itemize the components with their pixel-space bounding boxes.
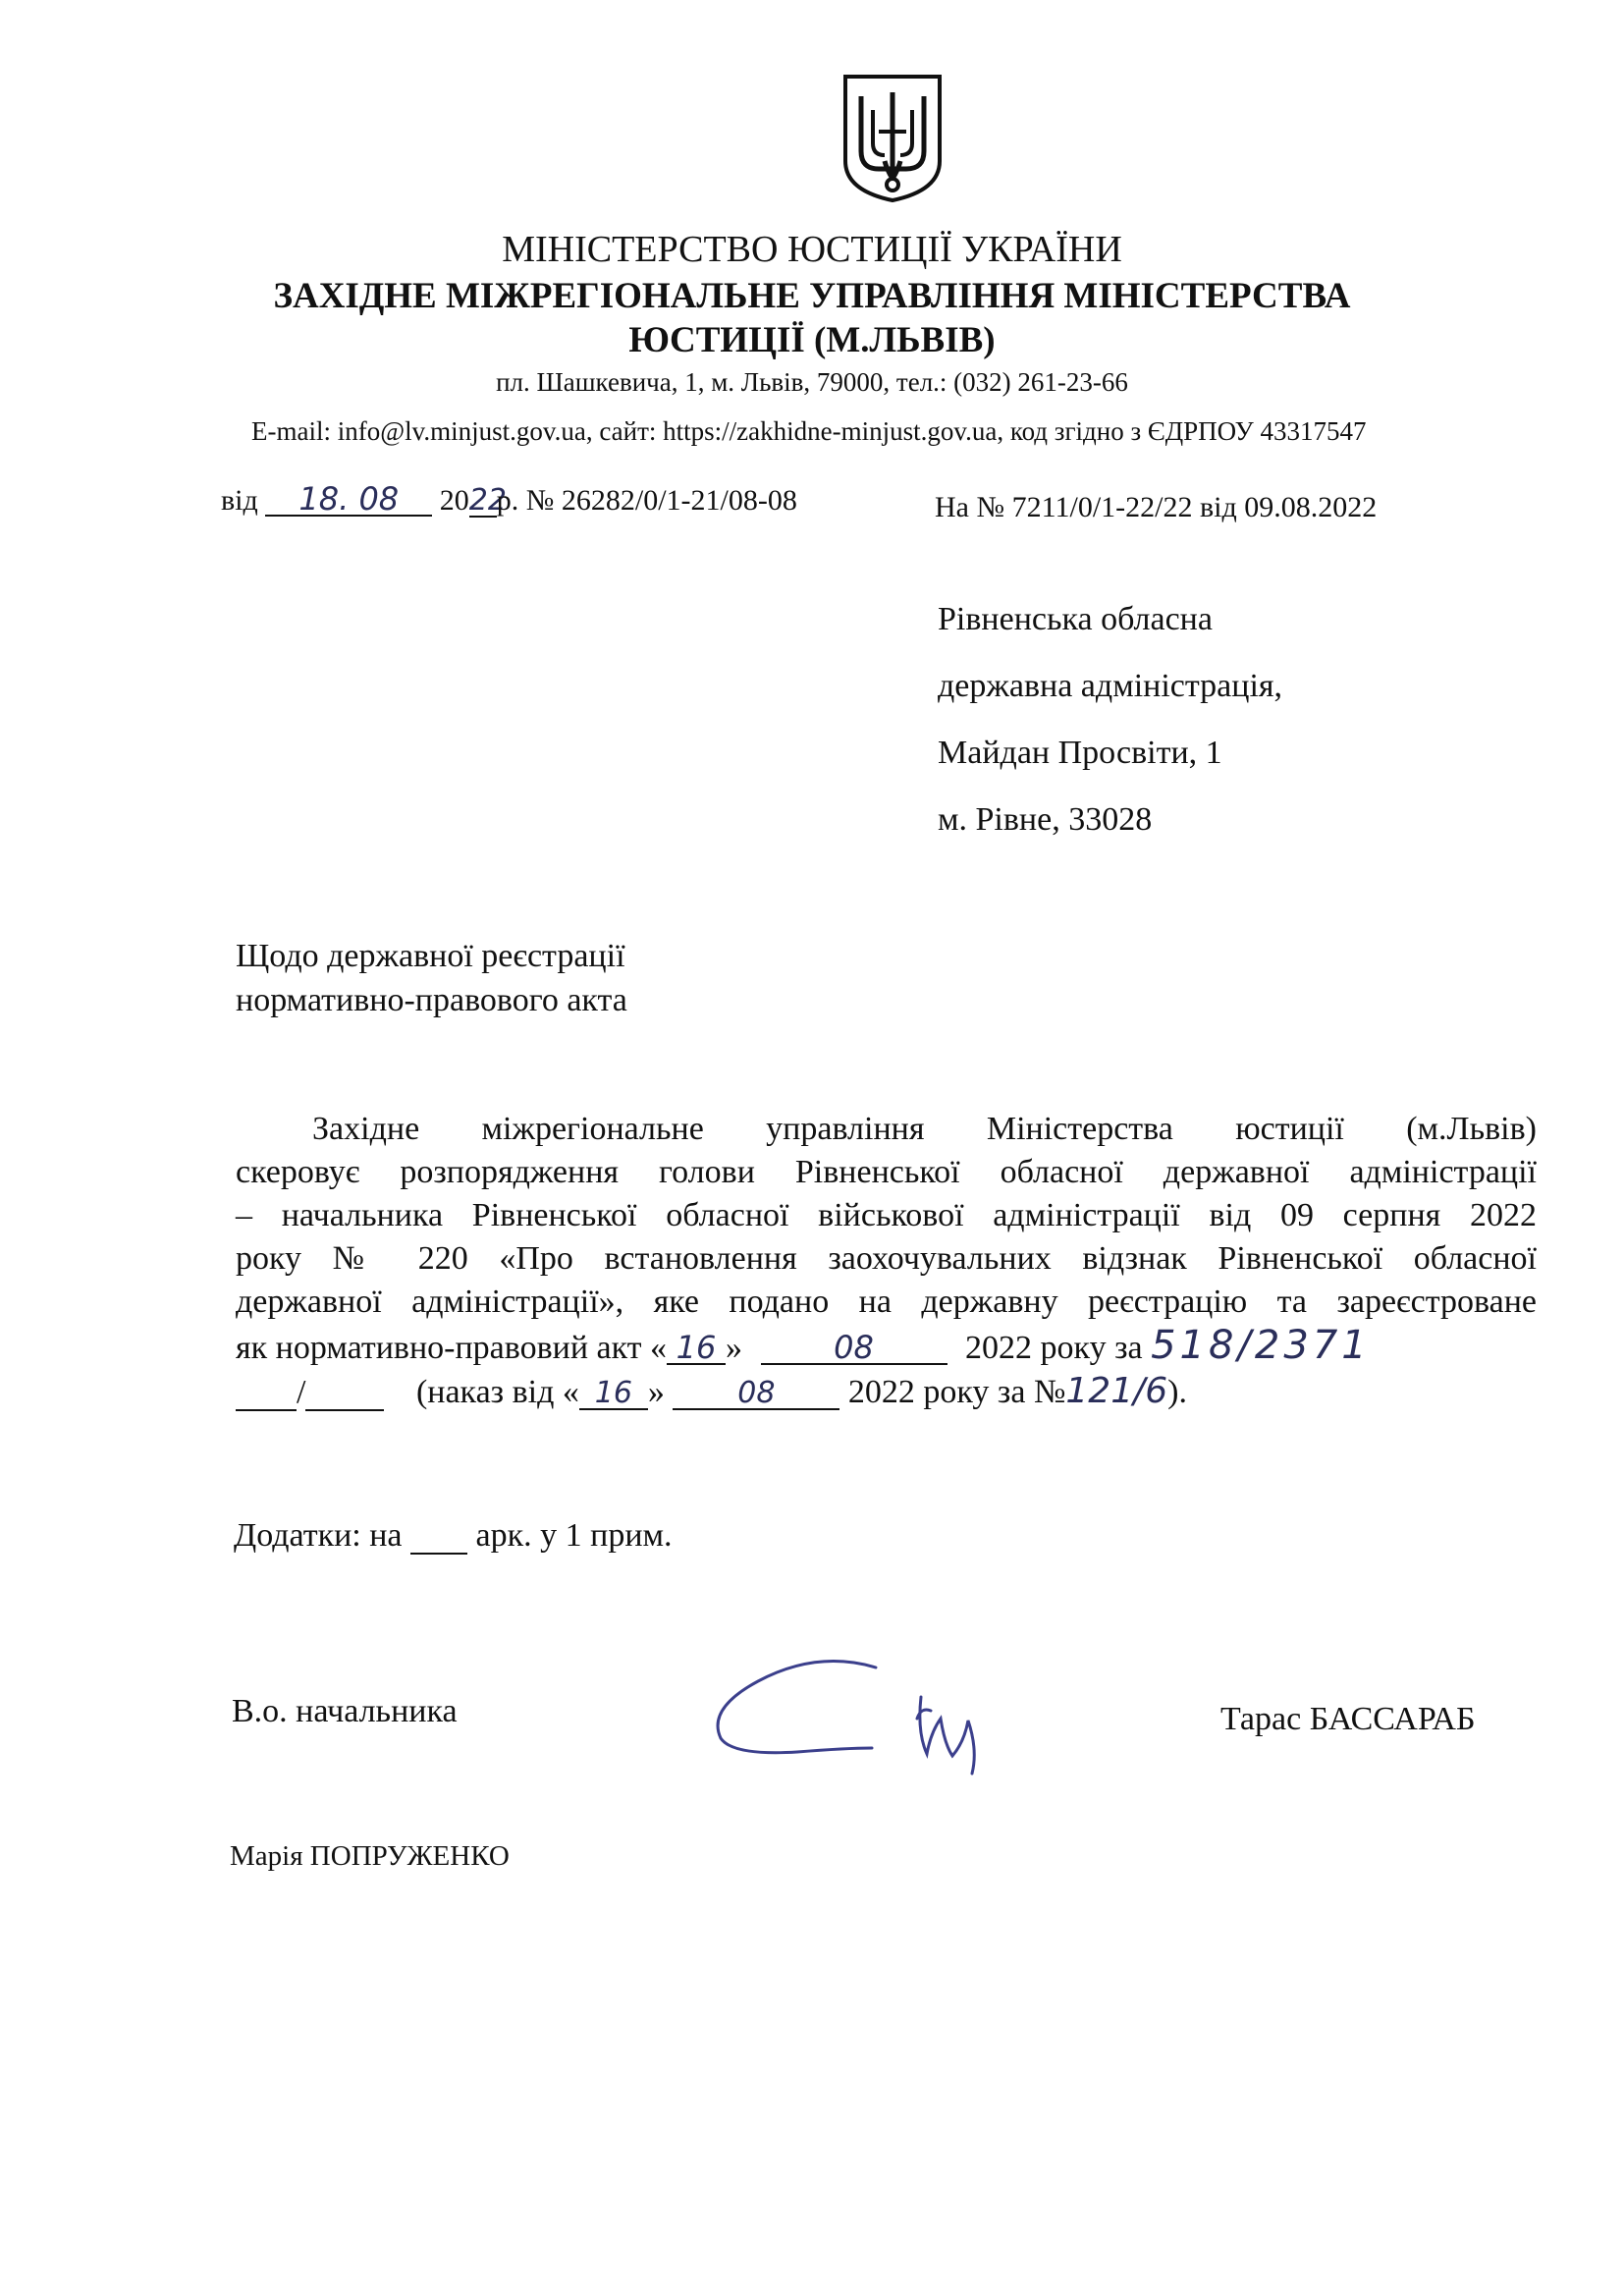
signatory-position: В.о. начальника (232, 1693, 458, 1729)
registration-number-handwritten: 518/2371 (1151, 1323, 1371, 1368)
recipient-line1: Рівненська обласна (938, 601, 1213, 637)
registration-month-handwritten: 08 (761, 1332, 947, 1365)
from-label: від (221, 484, 258, 517)
ministry-title: МІНІСТЕРСТВО ЮСТИЦІЇ УКРАЇНИ (502, 229, 1122, 270)
subject-line1: Щодо державної реєстрації (236, 938, 625, 974)
order-day-handwritten: 16 (579, 1379, 648, 1410)
body-line2: скеровує розпорядження голови Рівненської обласної державної адміністрації (236, 1154, 1537, 1190)
department-title-line2: ЮСТИЦІЇ (М.ЛЬВІВ) (628, 320, 996, 360)
recipient-line3: Майдан Просвіти, 1 (938, 735, 1222, 771)
body-line5: державної адміністрації», яке подано на державну реєстрацію та зареєстроване (236, 1284, 1537, 1320)
order-number-handwritten: 121/6 (1065, 1371, 1168, 1411)
letterhead-contacts: E-mail: info@lv.minjust.gov.ua, сайт: https://zakhidne-minjust.gov.ua, код згідно з ЄДРПОУ 43317547 (251, 416, 1367, 446)
attachments-line: Додатки: на арк. у 1 прим. (234, 1517, 673, 1554)
body-paragraph (236, 1108, 1537, 1414)
recipient-line2: державна адміністрація, (938, 668, 1283, 704)
incoming-reference: На № 7211/0/1-22/22 від 09.08.2022 (935, 491, 1378, 523)
body-line7: / (наказ від « 16 » 08 2022 року за №121/6). (236, 1370, 1537, 1414)
body-line6: як нормативно-правовий акт « 16 » 08 2022 року за 518/2371 (236, 1323, 1371, 1368)
outgoing-reference (221, 480, 797, 518)
body-line3: – начальника Рівненської обласної військової адміністрації від 09 серпня 2022 (236, 1197, 1537, 1233)
signatory-name: Тарас БАССАРАБ (1220, 1701, 1476, 1737)
subject-line2: нормативно-правового акта (236, 982, 627, 1018)
department-title-line1: ЗАХІДНЕ МІЖРЕГІОНАЛЬНЕ УПРАВЛІННЯ МІНІСТЕРСТВА (273, 276, 1351, 316)
body-line1: Західне міжрегіональне управління Міністерства юстиції (м.Львів) (312, 1111, 1537, 1147)
coat-of-arms-icon (839, 71, 946, 204)
outgoing-year-handwritten: 22 (468, 483, 507, 518)
outgoing-number: р. № 26282/0/1-21/08-08 (496, 484, 797, 517)
recipient-line4: м. Рівне, 33028 (938, 801, 1153, 838)
outgoing-date-handwritten: 18. 08 (265, 483, 432, 517)
order-month-handwritten: 08 (673, 1379, 839, 1410)
executor-name: Марія ПОПРУЖЕНКО (230, 1840, 510, 1872)
registration-day-handwritten: 16 (667, 1332, 726, 1365)
attachments-sheets-blank (410, 1519, 467, 1555)
body-line4: року № 220 «Про встановлення заохочувальних відзнак Рівненської обласної (236, 1240, 1537, 1277)
letterhead-address: пл. Шашкевича, 1, м. Львів, 79000, тел.: (032) 261-23-66 (496, 367, 1128, 397)
handwritten-signature (699, 1654, 994, 1781)
year-prefix: 20 (439, 484, 469, 517)
